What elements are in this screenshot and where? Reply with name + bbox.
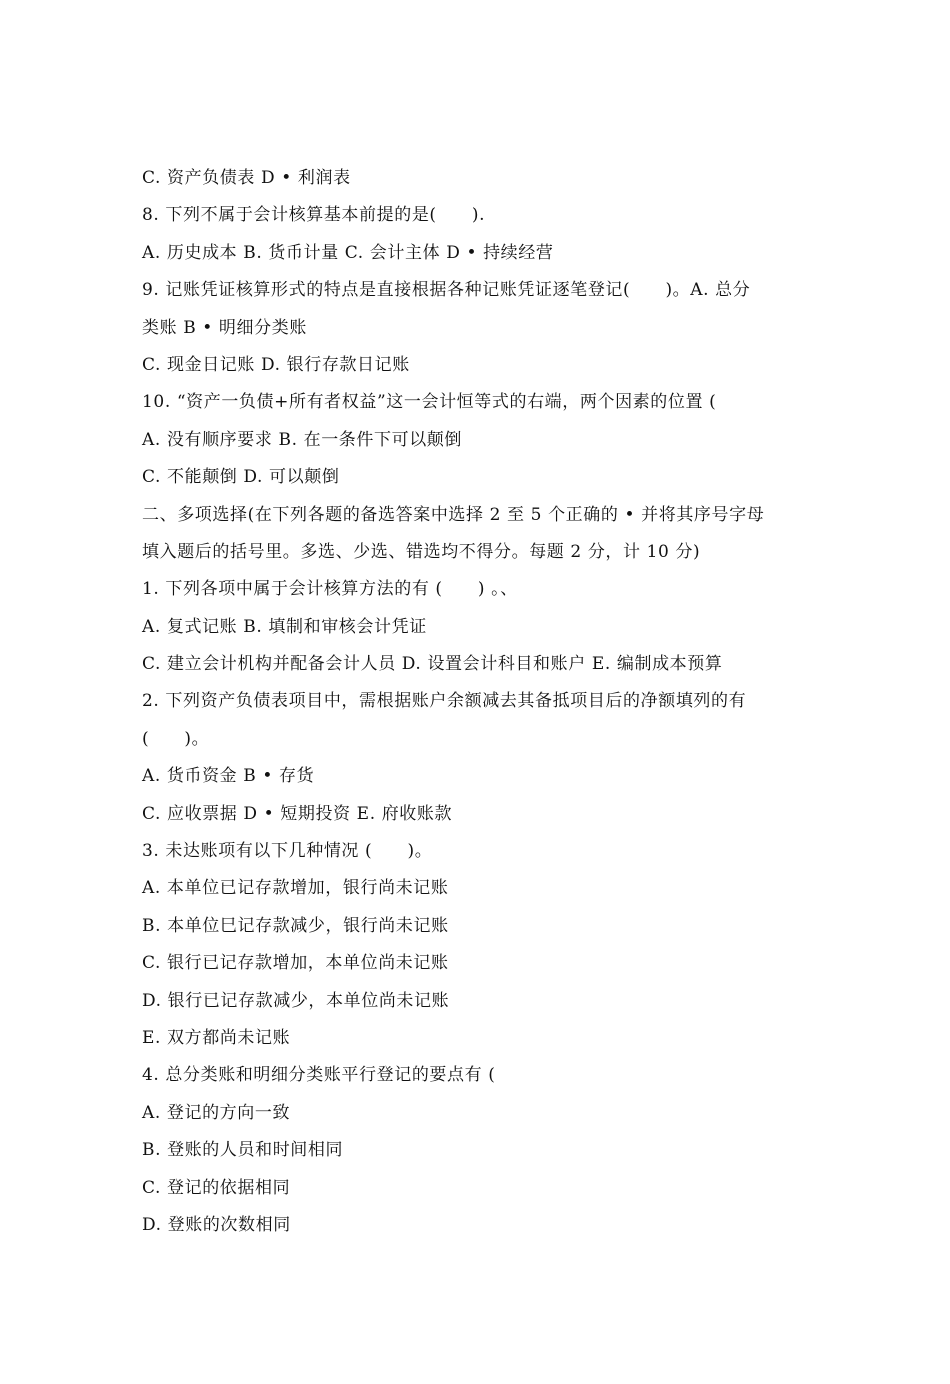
document-body <box>142 160 822 1244</box>
question-9-continued: 类账 B • 明细分类账 <box>142 317 307 338</box>
question-10-options-ab: A. 没有顺序要求 B. 在一条件下可以颠倒 <box>142 429 462 450</box>
question-10: 10. “资产一负债+所有者权益”这一会计恒等式的右端，两个因素的位置 ( <box>142 392 717 413</box>
question-8: 8. 下列不属于会计核算基本前提的是( ). <box>142 205 486 226</box>
question-8-options: A. 历史成本 B. 货币计量 C. 会计主体 D • 持续经营 <box>142 242 554 263</box>
question-10-options-cd: C. 不能颠倒 D. 可以颠倒 <box>142 467 340 488</box>
mc-question-4-option-c: C. 登记的依据相同 <box>142 1177 291 1198</box>
question-9-options: C. 现金日记账 D. 银行存款日记账 <box>142 354 410 375</box>
mc-question-2-options-cde: C. 应收票据 D • 短期投资 E. 府收账款 <box>142 803 453 824</box>
mc-question-3-option-a: A. 本单位已记存款增加，银行尚未记账 <box>142 878 449 899</box>
mc-question-4: 4. 总分类账和明细分类账平行登记的要点有 ( <box>142 1065 496 1086</box>
mc-question-3-option-d: D. 银行已记存款减少，本单位尚未记账 <box>142 990 450 1011</box>
question-9: 9. 记账凭证核算形式的特点是直接根据各种记账凭证逐笔登记( )。A. 总分 <box>142 280 751 301</box>
mc-question-3-option-b: B. 本单位巳记存款减少，银行尚未记账 <box>142 915 449 936</box>
mc-question-4-option-d: D. 登账的次数相同 <box>142 1214 291 1235</box>
mc-question-4-option-b: B. 登账的人员和时间相同 <box>142 1140 344 1161</box>
mc-question-1: 1. 下列各项中属于会计核算方法的有 ( ) 。、 <box>142 579 518 600</box>
mc-question-2-options-ab: A. 货币资金 B • 存货 <box>142 766 315 787</box>
mc-question-3-option-e: E. 双方都尚未记账 <box>142 1027 291 1048</box>
mc-question-3: 3. 未达账项有以下几种情况 ( )。 <box>142 841 433 862</box>
mc-question-1-options-cde: C. 建立会计机构并配备会计人员 D. 设置会计科目和账户 E. 编制成本预算 <box>142 654 723 675</box>
mc-question-4-option-a: A. 登记的方向一致 <box>142 1102 291 1123</box>
mc-question-2: 2. 下列资产负债表项目中，需根据账户余额减去其备抵项目后的净额填列的有 <box>142 691 747 712</box>
text-line: C. 资产负债表 D • 利润表 <box>142 168 351 188</box>
mc-question-1-options-ab: A. 复式记账 B. 填制和审核会计凭证 <box>142 616 427 637</box>
mc-question-3-option-c: C. 银行已记存款增加，本单位尚未记账 <box>142 953 449 974</box>
mc-question-2-continued: ( )。 <box>142 728 210 749</box>
section-instructions: 填入题后的括号里。多选、少选、错选均不得分。每题 2 分，计 10 分) <box>142 541 701 562</box>
section-heading-multiple-choice: 二、多项选择(在下列各题的备选答案中选择 2 至 5 个正确的 • 并将其序号字母 <box>142 504 765 525</box>
